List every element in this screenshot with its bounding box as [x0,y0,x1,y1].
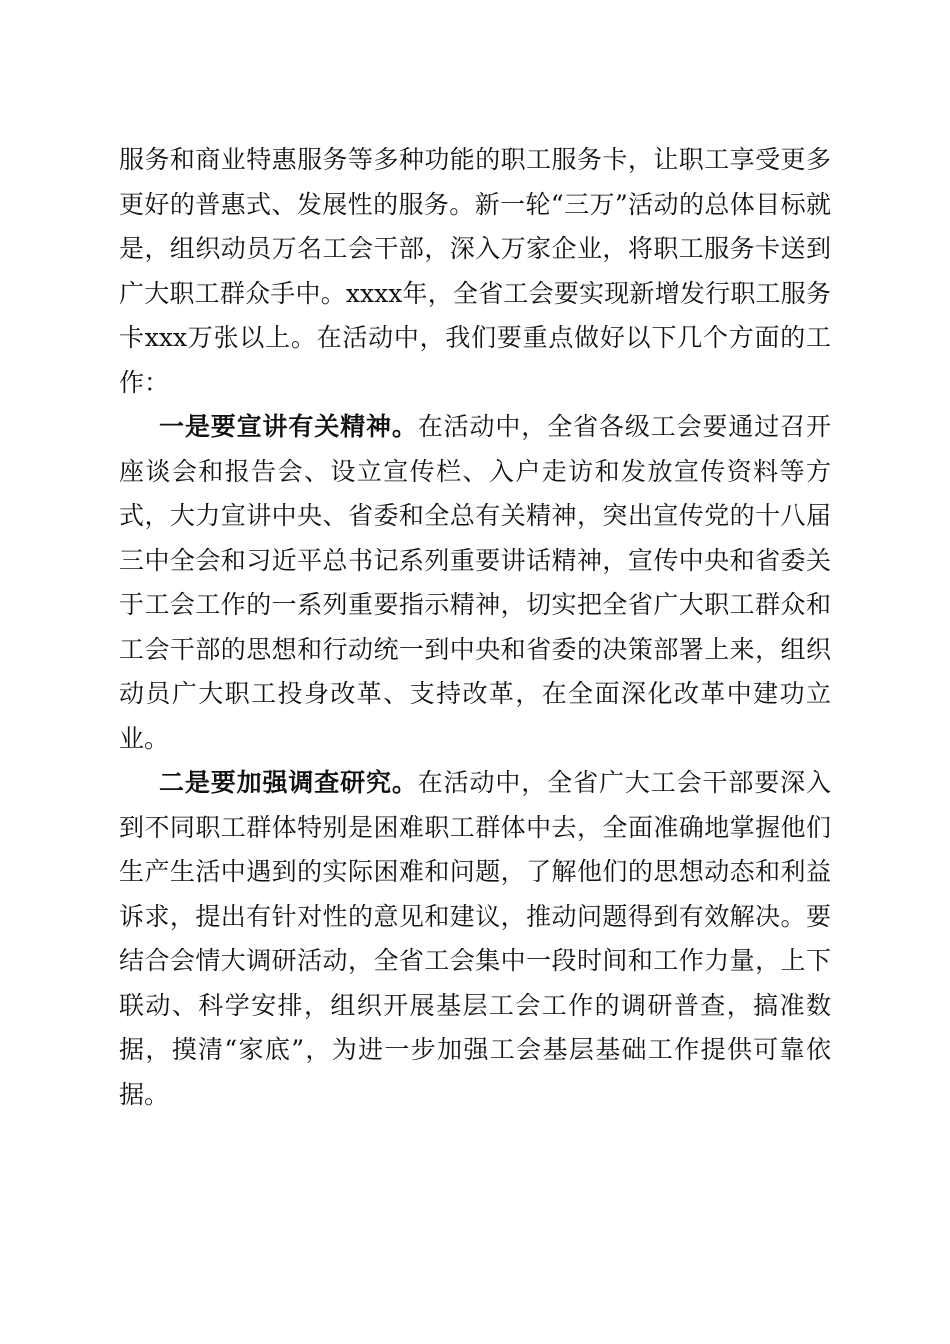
paragraph-lead: 二是要加强调查研究。 [159,768,418,797]
document-body [119,138,831,1117]
paragraph-point-two [119,761,831,1117]
paragraph-body: 在活动中，全省各级工会要通过召开座谈会和报告会、设立宣传栏、入户走访和发放宣传资料等方式，大力宣讲中央、省委和全总有关精神，突出宣传党的十八届三中全会和习近平总书记系列重要讲话精神，宣传中央和省委关于工会工作的一系列重要指示精神，切实把全省广大职工群众和工会干部的思想和行动统一到中央和省委的决策部署上来，组织动员广大职工投身改革、支持改革，在全面深化改革中建功立业。 [119,412,831,753]
paragraph-body: 在活动中，全省广大工会干部要深入到不同职工群体特别是困难职工群体中去，全面准确地掌握他们生产生活中遇到的实际困难和问题，了解他们的思想动态和利益诉求，提出有针对性的意见和建议，推动问题得到有效解决。要结合会情大调研活动，全省工会集中一段时间和工作力量，上下联动、科学安排，组织开展基层工会工作的调研普查，搞准数据，摸清“家底”，为进一步加强工会基层基础工作提供可靠依据。 [119,768,831,1109]
paragraph-body: 服务和商业特惠服务等多种功能的职工服务卡，让职工享受更多更好的普惠式、发展性的服务。新一轮“三万”活动的总体目标就是，组织动员万名工会干部，深入万家企业，将职工服务卡送到广大职工群众手中。xxxx年，全省工会要实现新增发行职工服务卡xxx万张以上。在活动中，我们要重点做好以下几个方面的工作： [119,145,831,397]
paragraph-point-one [119,405,831,761]
paragraph-lead: 一是要宣讲有关精神。 [159,412,418,441]
paragraph-intro [119,138,831,405]
